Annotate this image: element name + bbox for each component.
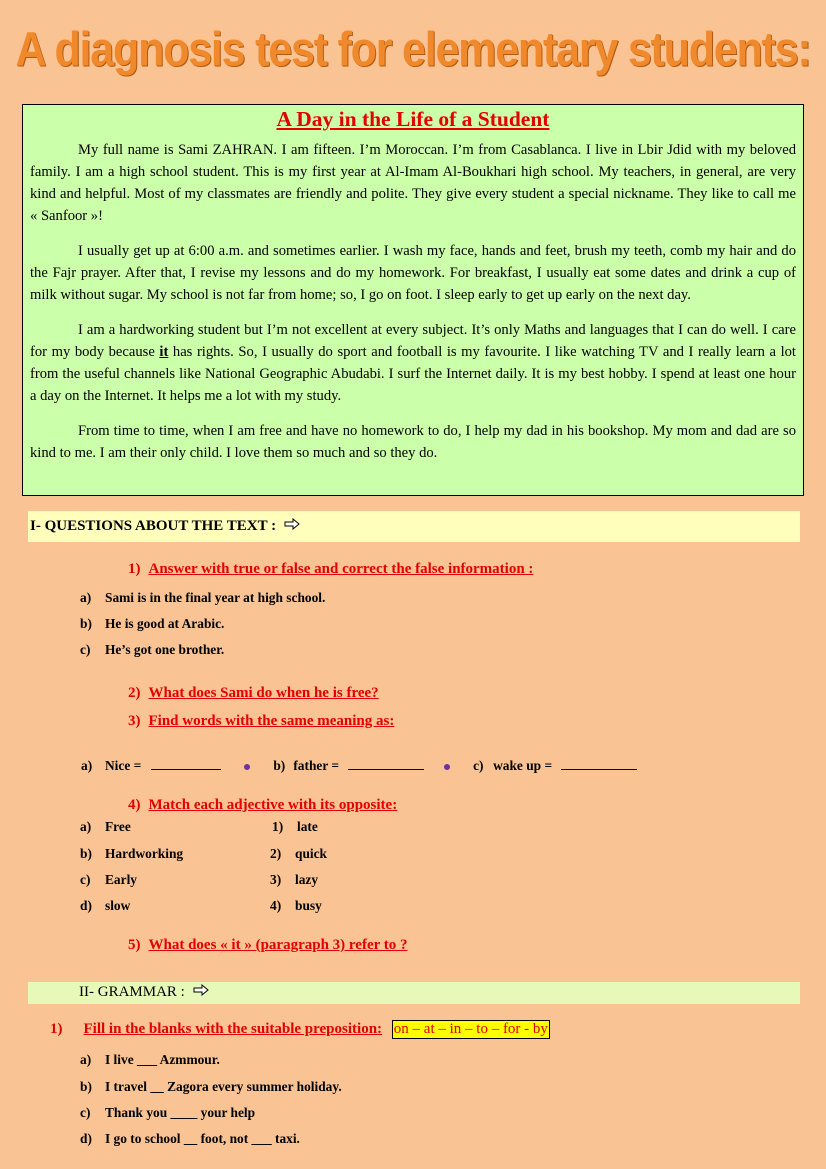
story-box <box>22 104 804 496</box>
list-item: d) I go to school __ foot, not ___ taxi. <box>80 1131 300 1146</box>
question-1-text: Answer with true or false and correct the false information : <box>148 561 534 577</box>
match-left-item: b) Hardworking <box>80 846 184 861</box>
match-left-item: c) Early <box>80 872 137 887</box>
p3-text-after: has rights. So, I usually do sport and football is my favourite. I like watching TV and I really learn a lot from the useful channels like National Geographic Abudabi. I surf the Internet daily. It is my best hobby. I spend at least one hour a day on the Internet. It helps me a lot with my study. <box>30 344 796 404</box>
story-paragraph-3 <box>30 319 796 407</box>
question-3: 3) Find words with the same meaning as: <box>128 713 395 729</box>
story-paragraph-4: From time to time, when I am free and have no homework to do, I help my dad in his bookshop. My mom and dad are so kind to me. I am their only child. I love them so much and so they do. <box>30 423 796 461</box>
list-item: a) Sami is in the final year at high school. <box>80 590 326 605</box>
question-1 <box>128 560 533 578</box>
section-2-title: II- GRAMMAR : <box>79 984 185 1000</box>
list-item: c) He’s got one brother. <box>80 642 225 657</box>
match-left-item: a) Free <box>80 819 131 834</box>
p3-text-before: I am a hardworking student but I’m not excellent at every subject. It’s only Maths and languages that I can do well. I care for my body because <box>30 322 796 360</box>
story-title: A Day in the Life of a Student <box>276 107 550 131</box>
bullet-dot-icon <box>244 764 250 770</box>
question-1-number: 1) <box>128 561 141 577</box>
blank-line[interactable] <box>151 757 221 770</box>
blank-line[interactable] <box>561 757 637 770</box>
story-paragraph-2: I usually get up at 6:00 a.m. and sometimes earlier. I wash my face, hands and feet, brush my teeth, comb my hair and do the Fajr prayer. After that, I revise my lessons and do my homework. For breakfast, I usually eat some dates and drink a cup of milk without sugar. My school is not far from home; so, I go on foot. I sleep early to get up early on the next day. <box>30 243 796 303</box>
question-5: 5) What does « it » (paragraph 3) refer to ? <box>128 937 408 953</box>
question-4: 4) Match each adjective with its opposite: <box>128 797 398 813</box>
section-1-title: I- QUESTIONS ABOUT THE TEXT : <box>30 518 277 534</box>
match-right-item: 2) quick <box>270 846 328 861</box>
page-title: A diagnosis test for elementary students: <box>15 23 811 77</box>
question-2: 2) What does Sami do when he is free? <box>128 685 379 701</box>
section-2-heading <box>28 982 800 1004</box>
list-item: c) Thank you ____ your help <box>80 1105 256 1120</box>
preposition-options: on – at – in – to – for - by <box>393 1021 548 1037</box>
section-1-heading <box>28 511 800 542</box>
synonym-row: a) Nice = b) father = c) wake up = <box>81 757 637 774</box>
bullet-dot-icon <box>444 764 450 770</box>
p3-it-word: it <box>159 344 169 360</box>
list-item: a) I live ___ Azmmour. <box>80 1052 220 1067</box>
list-item: b) He is good at Arabic. <box>80 616 225 631</box>
match-right-item: 3) lazy <box>270 872 319 887</box>
grammar-question-1: 1) Fill in the blanks with the suitable preposition: on – at – in – to – for - by <box>50 1021 548 1037</box>
match-right-item: 4) busy <box>270 898 322 913</box>
match-left-item: d) slow <box>80 898 131 913</box>
match-right-item: 1) late <box>272 819 318 834</box>
story-paragraph-1: My full name is Sami ZAHRAN. I am fifteen. I’m Moroccan. I’m from Casablanca. I live in Lbir Jdid with my beloved family. I am a high school student. This is my first year at Al-Imam Al-Boukhari high school. My teachers, in general, are very kind and helpful. Most of my classmates are friendly and polite. They give every student a special nickname. They like to call me « Sanfoor »! <box>30 142 796 224</box>
blank-line[interactable] <box>348 757 424 770</box>
list-item: b) I travel __ Zagora every summer holiday. <box>80 1079 342 1094</box>
arrow-right-icon <box>193 983 209 1003</box>
arrow-right-icon <box>284 514 300 540</box>
